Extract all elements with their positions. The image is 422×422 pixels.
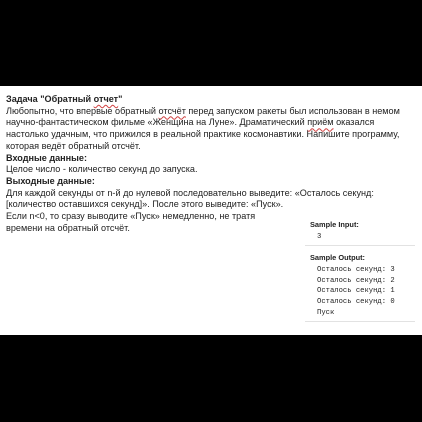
sample-output-line: Осталось секунд: 1 xyxy=(317,287,395,296)
intro-misspelled-2: приём xyxy=(307,117,334,128)
sample-output-line: Осталось секунд: 2 xyxy=(317,276,395,285)
sample-output-line: Осталось секунд: 0 xyxy=(317,298,395,307)
task-title xyxy=(6,94,418,106)
sample-input-label: Sample Input: xyxy=(310,220,359,229)
task-title-prefix: Задача "Обратный xyxy=(6,94,94,104)
intro-part-1: Любопытно, что впервые обратный xyxy=(6,105,159,116)
intro-part-3: оказался настолько удачным, что прижился в реальной практике космонавтики. Напишите программу, которая ведёт обратный отсчёт. xyxy=(6,117,400,151)
output-description: Для каждой секунды от n-й до нулевой последовательно выведите: «Осталось секунд: [количество оставшихся секунд]». После этого выведите: «Пуск». xyxy=(6,187,374,210)
sample-output-label: Sample Output: xyxy=(310,252,366,262)
sample-input-box[interactable] xyxy=(305,230,415,246)
input-heading: Входные данные: xyxy=(6,152,87,163)
output-heading: Выходные данные: xyxy=(6,175,95,186)
sample-output-line: Пуск xyxy=(317,308,335,317)
output-description-negative: Если n<0, то сразу выводите «Пуск» немедленно, не тратя времени на обратный отсчёт. xyxy=(6,211,256,233)
intro-part-2: перед запуском ракеты был использован в немом научно-фантастическом фильме «Женщина на Луне». Драматический xyxy=(6,105,400,128)
task-statement xyxy=(6,94,418,234)
input-description: Целое число - количество секунд до запуска. xyxy=(6,164,198,175)
task-title-word: отчет xyxy=(93,94,119,104)
sample-input-line: 3 xyxy=(317,233,322,241)
samples-panel xyxy=(305,220,415,322)
sample-output-line: Осталось секунд: 3 xyxy=(317,265,395,274)
task-intro xyxy=(6,106,418,153)
sample-output-box[interactable] xyxy=(305,263,415,322)
task-page xyxy=(0,86,422,335)
task-title-suffix: " xyxy=(118,94,123,104)
intro-misspelled-1: отсчёт xyxy=(158,105,186,116)
